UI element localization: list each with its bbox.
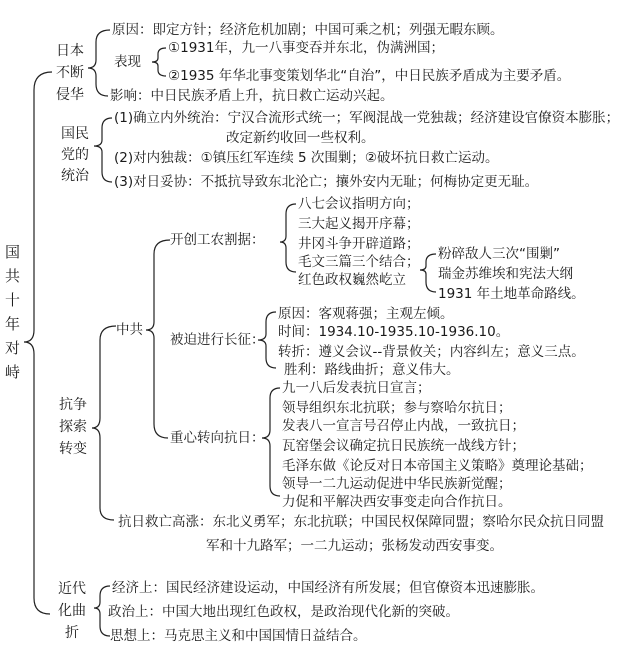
s2-i1a: (1)确立内外统治：宁汉合流形式统一；军阀混战一党独裁；经济建设官僚资本膨胀； bbox=[114, 110, 620, 126]
s1-impact: 影响：中日民族矛盾上升，抗日救亡运动兴起。 bbox=[110, 88, 394, 104]
ccp-bracket bbox=[146, 240, 170, 438]
base-sub-item: 1931 年土地革命路线。 bbox=[438, 286, 585, 302]
anti-label: 重心转向抗日： bbox=[170, 430, 265, 446]
march-item: 时间：1934.10-1935.10-1936.10。 bbox=[278, 324, 510, 340]
march-item: 转折：遵义会议--背景攸关；内容纠左；意义三点。 bbox=[278, 344, 585, 360]
s2-title: 国民党的统治 bbox=[61, 126, 89, 184]
s4-econ: 经济上：国民经济建设运动，中国经济有所发展；但官僚资本迅速膨胀。 bbox=[112, 580, 544, 596]
ccp-label: 中共 bbox=[116, 322, 143, 338]
s1-m2: ②1935 年华北事变策划华北“自治”，中日民族矛盾成为主要矛盾。 bbox=[168, 68, 571, 84]
anti-item: 领导组织东北抗联；参与察哈尔抗日； bbox=[282, 400, 512, 416]
s3-title: 抗争探索转变 bbox=[59, 397, 87, 457]
base-label: 开创工农割据： bbox=[170, 232, 265, 248]
base-item: 三大起义揭开序幕； bbox=[298, 216, 420, 232]
s4-title: 近代化曲折 bbox=[58, 581, 86, 641]
base-item: 井冈斗争开辟道路； bbox=[298, 236, 420, 252]
march-label: 被迫进行长征： bbox=[170, 332, 265, 348]
s4-thought: 思想上：马克思主义和中国国情日益结合。 bbox=[110, 628, 367, 644]
march-item: 原因：客观蒋强；主观左倾。 bbox=[278, 306, 454, 322]
s2-i1b: 改定新约收回一些权利。 bbox=[226, 130, 375, 146]
s1-manifest-label: 表现 bbox=[114, 54, 141, 70]
s1-bracket bbox=[88, 30, 110, 96]
march-item: 胜利：路线曲折；意义伟大。 bbox=[284, 362, 460, 378]
s1-m1: ①1931年，九一八事变吞并东北，伪满洲国； bbox=[168, 40, 444, 56]
anti-item: 发表八一宣言号召停止内战，一致抗日； bbox=[282, 418, 525, 434]
s3-bracket bbox=[92, 326, 116, 520]
base-sub-item: 粉碎敌人三次“围剿” bbox=[438, 246, 560, 262]
anti-item: 毛泽东做《论反对日本帝国主义策略》奠理论基础； bbox=[282, 458, 593, 474]
anti-item: 领导一二九运动促进中华民族新觉醒； bbox=[282, 476, 512, 492]
s4-pol: 政治上：中国大地出现红色政权，是政治现代化新的突破。 bbox=[108, 604, 459, 620]
root-title: 国共十年对峙 bbox=[4, 243, 20, 381]
manifest-bracket bbox=[152, 48, 166, 76]
base-item: 八七会议指明方向； bbox=[298, 196, 420, 212]
s3-rise-line1: 抗日救亡高涨：东北义勇军；东北抗联；中国民权保障同盟；察哈尔民众抗日同盟 bbox=[118, 514, 604, 530]
anti-item: 力促和平解决西安事变走向合作抗日。 bbox=[282, 494, 512, 510]
base-item: 毛文三篇三个结合； bbox=[298, 254, 420, 270]
s2-i3: (3)对日妥协：不抵抗导致东北沦亡；攘外安内无耻；何梅协定更无耻。 bbox=[114, 174, 539, 190]
s2-i2: (2)对内独裁：①镇压红军连续 5 次围剿；②破坏抗日救亡运动。 bbox=[114, 150, 499, 166]
base-sub-item: 瑞金苏维埃和宪法大纲 bbox=[438, 266, 573, 282]
anti-item: 瓦窑堡会议确定抗日民族统一战线方针； bbox=[282, 438, 525, 454]
base-bracket bbox=[280, 204, 296, 272]
sub-bracket bbox=[420, 254, 436, 292]
anti-item: 九一八后发表抗日宣言； bbox=[282, 380, 431, 396]
s3-rise-line2: 军和十九路军；一二九运动；张杨发动西安事变。 bbox=[206, 538, 503, 554]
s1-cause: 原因：即定方针；经济危机加剧；中国可乘之机；列强无暇东顾。 bbox=[112, 22, 504, 38]
base-item: 红色政权巍然屹立 bbox=[298, 272, 406, 288]
s1-title: 日本不断侵华 bbox=[56, 43, 84, 103]
s2-bracket bbox=[94, 118, 112, 182]
main-bracket bbox=[24, 72, 52, 614]
